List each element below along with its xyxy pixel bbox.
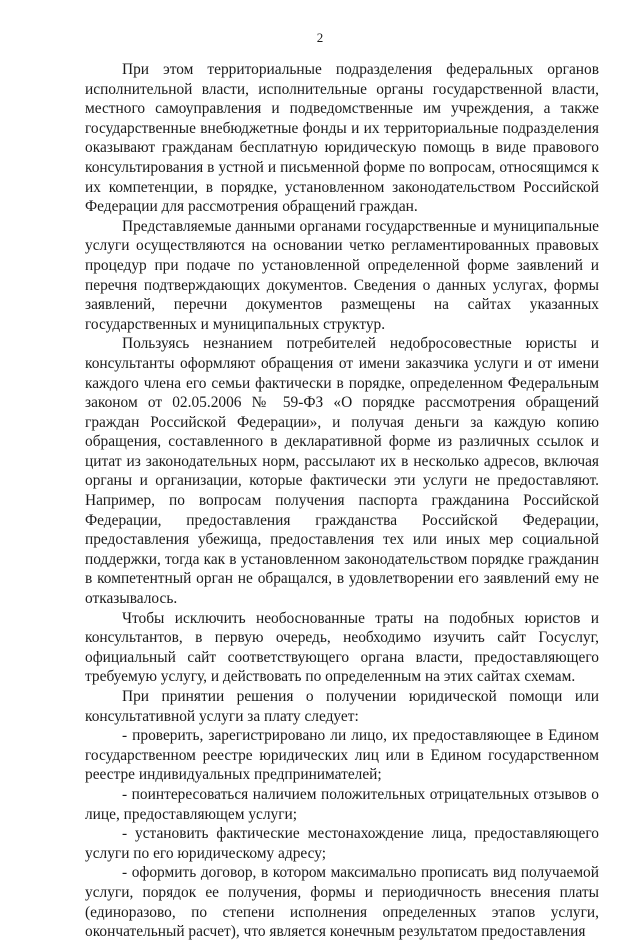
- paragraph-unscrupulous-lawyers: Пользуясь незнанием потребителей недобросовестные юристы и консультанты оформляют обращения от имени заказчика услуги и от имени каждого члена его семьи фактически в порядке, определенном Федеральным законом от 02.05.2006 № 59-ФЗ «О порядке рассмотрения обращений граждан Российской Федерации», и получая деньги за каждую копию обращения, составленного в декларативной форме из различных ссылок и цитат из законодательных норм, рассылают их в несколько адресов, включая органы и организации, которые фактически эти услуги не предоставляют. Например, по вопросам получения паспорта гражданина Российской Федерации, предоставления гражданства Российской Федерации, предоставления убежища, предоставления тех или иных мер социальной поддержки, тогда как в установленном законодательством порядке гражданин в компетентный орган не обращался, в удовлетворении его заявлений ему не отказывалось.: [85, 335, 599, 608]
- list-item-check-registration: - проверить, зарегистрировано ли лицо, их предоставляющее в Едином государственном реестре юридических лиц или в Едином государственном реестре индивидуальных предпринимателей;: [85, 727, 599, 784]
- list-item-contract: - оформить договор, в котором максимально прописать вид получаемой услуги, порядок ее получения, формы и периодичность внесения платы (единоразово, по степени исполнения определенных этапов услуги, окончательный расчет), что является конечным результатом предоставления: [85, 864, 599, 941]
- paragraph-territorial-bodies: При этом территориальные подразделения федеральных органов исполнительной власти, исполнительные органы государственной власти, местного самоуправления и подведомственные им учреждения, а также государственные внебюджетные фонды и их территориальные подразделения оказывают гражданам бесплатную юридическую помощь в виде правового консультирования в устной и письменной форме по вопросам, относящимся к их компетенции, в порядке, установленном законодательством Российской Федерации для рассмотрения обращений граждан.: [85, 61, 599, 216]
- page-number: 2: [316, 30, 324, 45]
- document-body: [85, 60, 599, 942]
- list-item-check-reviews: - поинтересоваться наличием положительных отрицательных отзывов о лице, предоставляющем услуги;: [85, 785, 599, 823]
- paragraph-paid-services-intro: При принятии решения о получении юридической помощи или консультативной услуги за плату следует:: [85, 688, 599, 725]
- list-item-check-location: - установить фактические местонахождение лица, предоставляющего услуги по его юридическому адресу;: [85, 825, 599, 862]
- paragraph-state-services: Представляемые данными органами государственные и муниципальные услуги осуществляются на основании четко регламентированных правовых процедур при подаче по установленной определенной форме заявлений и перечня подтверждающих документов. Сведения о данных услугах, формы заявлений, перечни документов размещены на сайтах указанных государственных и муниципальных структур.: [85, 217, 599, 333]
- paragraph-avoid-expenses: Чтобы исключить необоснованные траты на подобных юристов и консультантов, в первую очередь, необходимо изучить сайт Госуслуг, официальный сайт соответствующего органа власти, предоставляющего требуемую услугу, и действовать по определенным на этих сайтах схемам.: [85, 609, 599, 686]
